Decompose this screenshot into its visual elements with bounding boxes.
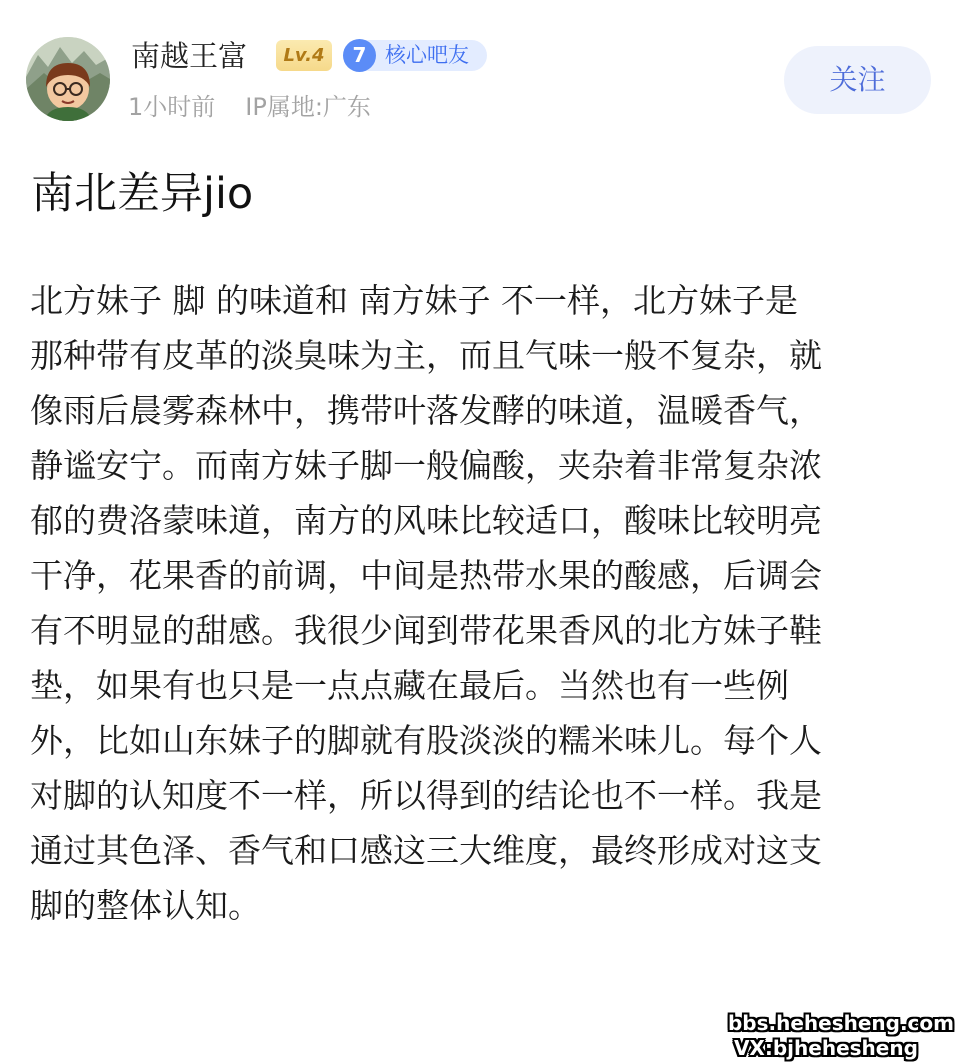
body-line: 那种带有皮革的淡臭味为主，而且气味一般不复杂，就 — [30, 336, 822, 375]
body-line: 有不明显的甜感。我很少闻到带花果香风的北方妹子鞋 — [30, 611, 822, 650]
body-line: 像雨后晨雾森林中，携带叶落发酵的味道，温暖香气， — [30, 391, 822, 430]
watermark-contact: VX:bjhehesheng — [733, 1036, 918, 1060]
follow-button[interactable]: 关注 — [784, 46, 931, 114]
body-line: 北方妹子 脚 的味道和 南方妹子 不一样，北方妹子是 — [30, 281, 798, 320]
body-line: 对脚的认知度不一样，所以得到的结论也不一样。我是 — [30, 776, 822, 815]
member-badge-label: 核心吧友 — [385, 43, 469, 67]
member-badge[interactable] — [343, 40, 487, 71]
watermark-site: bbs.hehesheng.com — [727, 1011, 954, 1035]
body-line: 垫，如果有也只是一点点藏在最后。当然也有一些例 — [30, 666, 789, 705]
body-line: 脚的整体认知。 — [30, 886, 261, 925]
body-line: 干净，花果香的前调，中间是热带水果的酸感，后调会 — [30, 556, 822, 595]
body-line: 通过其色泽、香气和口感这三大维度，最终形成对这支 — [30, 831, 822, 870]
avatar[interactable] — [26, 37, 110, 121]
watermark — [728, 1011, 954, 1061]
body-line: 外，比如山东妹子的脚就有股淡淡的糯米味儿。每个人 — [30, 721, 822, 760]
username[interactable]: 南越王富 — [131, 39, 248, 73]
post-header — [0, 0, 959, 150]
post-title: 南北差异jio — [31, 169, 254, 219]
body-line: 静谧安宁。而南方妹子脚一般偏酸，夹杂着非常复杂浓 — [30, 446, 822, 485]
body-line: 郁的费洛蒙味道，南方的风味比较适口，酸味比较明亮 — [30, 501, 822, 540]
post-meta — [128, 92, 371, 122]
level-badge: Lv.4 — [276, 40, 332, 71]
avatar-image — [26, 37, 110, 121]
member-level-number: 7 — [343, 39, 376, 72]
ip-location: IP属地:广东 — [245, 93, 371, 121]
post-time: 1小时前 — [128, 93, 216, 121]
post-body — [30, 273, 930, 933]
